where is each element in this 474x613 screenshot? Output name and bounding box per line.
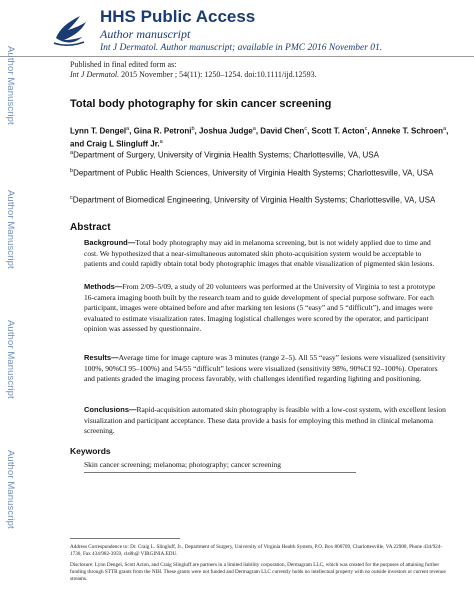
conclusions-text: Rapid-acquisition automated skin photography is feasible with a low-cost system, with excellent lesion visualization and participant acceptance. These data provide a basis for employing this method in clinical melanoma screening. <box>84 405 446 435</box>
methods-text: From 2/09–5/09, a study of 20 volunteers was performed at the University of Virginia to test a prototype 16-camera imaging booth built by the research team and to guide development of special purpose software. For each participant, images were obtained before and after marking ten lesions (5 “easy” and 5 “difficult”), and images were evaluated to estimate visualization rates. Imaging logistical challenges were scored by the operator, and participant opinion was assessed by questionnaire. <box>84 282 436 333</box>
background-label: Background— <box>84 238 136 247</box>
affiliation-c <box>70 193 450 206</box>
published-line: Published in final edited form as: <box>70 60 177 69</box>
abstract-conclusions <box>84 405 446 437</box>
author-affiliation-marker: a <box>252 126 256 132</box>
keywords-divider <box>84 472 356 473</box>
hhs-eagle-logo-icon <box>50 10 90 48</box>
citation-line <box>70 70 317 80</box>
author-name: Gina R. Petroni <box>133 126 192 136</box>
disclosure-footnote: Disclosure: Lynn Dengel, Scott Acton, and Craig Slingluff are partners in a limited liability corporation, Dermagram LLC, which was created for the purposes of attaining further funding through STTR grants from the NIH. These grants were not funded and Dermagram LLC currently holds no intellectual property with no outside investors or current revenue streams. <box>70 562 446 583</box>
publication-info <box>70 60 317 80</box>
hhs-header <box>0 0 474 56</box>
author-name: Craig L Slingluff Jr. <box>86 139 160 149</box>
affiliation-text: Department of Biomedical Engineering, University of Virginia Health Systems; Charlottesville, VA, USA <box>72 195 436 205</box>
author-affiliation-marker: c <box>364 126 368 132</box>
author-separator: , <box>307 126 312 136</box>
author-name: Lynn T. Dengel <box>70 126 127 136</box>
author-name: Joshua Judge <box>198 126 253 136</box>
affiliation-marker: a <box>70 150 74 156</box>
footnote-divider <box>70 538 180 539</box>
background-text: Total body photography may aid in melanoma screening, but is not widely applied due to time and cost. We hypothesized that a near-simultaneous automated skin photo-acquisition system would be acceptable to patients and could rapidly obtain total body photographic images that enable visualization of pigmented skin lesions. <box>84 238 435 268</box>
results-text: Average time for image capture was 3 minutes (range 2–5). All 55 “easy” lesions were visualized (sensitivity 100%, 90%CI 95–100%) and 54/55 “difficult” lesions were visualized (sensitivity 98%, 90%CI 92–100%). Operators and patients graded the imaging process favorably, with challenges identified regarding lighting and positioning. <box>84 353 446 383</box>
affiliation-text: Department of Surgery, University of Virginia Health Systems; Charlottesville, VA, USA <box>73 150 379 160</box>
author-separator: , <box>255 126 261 136</box>
conclusions-label: Conclusions— <box>84 405 137 414</box>
author-affiliation-marker: a <box>126 126 130 132</box>
keywords-list: Skin cancer screening; melanoma; photography; cancer screening <box>84 460 282 469</box>
abstract-methods <box>84 282 446 335</box>
affiliation-marker: b <box>70 168 74 174</box>
author-separator: , and <box>70 126 449 149</box>
citation-journal: Int J Dermatol. <box>70 70 120 79</box>
side-label-author-manuscript: Author Manuscript <box>5 190 16 269</box>
header-title: HHS Public Access <box>100 7 256 26</box>
author-affiliation-marker: b <box>191 126 195 132</box>
header-subtitle: Author manuscript <box>100 27 191 41</box>
author-separator: , <box>194 126 199 136</box>
affiliation-text: Department of Public Health Sciences, University of Virginia Health Systems; Charlottesville, VA, USA <box>73 168 434 178</box>
author-name: Scott T. Acton <box>311 126 365 136</box>
author-list <box>70 124 450 149</box>
methods-label: Methods— <box>84 282 123 291</box>
citation-details: 2015 November ; 54(11): 1250–1254. doi:10.1111/ijd.12593. <box>119 70 317 79</box>
side-label-author-manuscript: Author Manuscript <box>5 320 16 399</box>
side-label-author-manuscript: Author Manuscript <box>5 450 16 529</box>
abstract-results <box>84 353 446 385</box>
header-text-block <box>100 8 460 54</box>
keywords-heading: Keywords <box>70 446 111 456</box>
author-name: Anneke T. Schroen <box>371 126 444 136</box>
author-separator: , <box>129 126 134 136</box>
correspondence-footnote: Address Correspondence to: Dr. Craig L. Slingluff, Jr., Department of Surgery, University of Virginia Health System, P.O. Box 800709, Charlottesville, VA 22908, Phone 434/924-1730, Fax 434/982-3959, cls8h@ VIRGINIA.EDU. <box>70 544 443 558</box>
author-affiliation-marker: a <box>443 126 447 132</box>
abstract-heading: Abstract <box>70 222 111 233</box>
results-label: Results— <box>84 353 119 362</box>
author-separator: , <box>367 126 372 136</box>
affiliation-marker: c <box>70 195 73 201</box>
affiliation-b <box>70 166 450 179</box>
affiliation-a <box>70 148 450 161</box>
author-affiliation-marker: a <box>159 138 163 145</box>
header-journal-line: Int J Dermatol. Author manuscript; available in PMC 2016 November 01. <box>100 43 383 53</box>
side-label-author-manuscript: Author Manuscript <box>5 46 16 125</box>
author-name: David Chen <box>260 126 305 136</box>
article-title: Total body photography for skin cancer screening <box>70 98 332 110</box>
author-affiliation-marker: c <box>304 126 308 132</box>
header-divider <box>0 56 474 57</box>
abstract-background <box>84 238 446 270</box>
